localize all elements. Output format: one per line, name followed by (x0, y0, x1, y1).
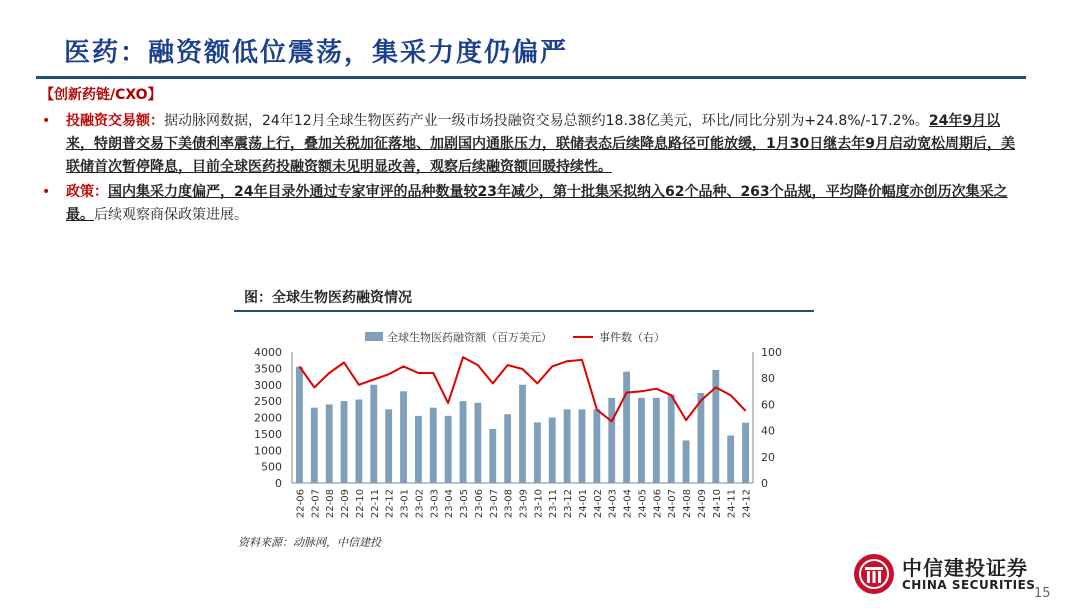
company-logo-icon (852, 552, 896, 596)
bullet-emphasis-text: 国内集采力度偏严，24年目录外通过专家审评的品种数量较23年减少，第十批集采拟纳入62个品种、263个品规，平均降价幅度亦创历次集采之最。 (66, 184, 1008, 223)
x-tick-label: 22-07 (310, 489, 322, 519)
x-tick-label: 24-12 (741, 489, 753, 519)
bar (727, 436, 734, 483)
x-tick-label: 24-06 (652, 489, 664, 519)
x-tick-label: 23-12 (563, 489, 575, 519)
bar (534, 422, 541, 483)
bar (683, 440, 690, 483)
y-right-tick-label: 0 (761, 477, 768, 490)
bar (460, 401, 467, 483)
y-left-tick-label: 4000 (254, 346, 282, 359)
bar (623, 372, 630, 483)
y-left-tick-label: 1500 (254, 427, 282, 441)
x-tick-label: 22-11 (369, 489, 381, 519)
bar (341, 401, 348, 483)
x-tick-label: 23-01 (399, 489, 411, 519)
bar (311, 408, 318, 483)
brand-name-en: CHINA SECURITIES (902, 578, 1036, 592)
y-right-tick-label: 100 (761, 346, 782, 359)
y-right-tick-label: 20 (761, 450, 775, 464)
x-tick-label: 23-09 (518, 489, 530, 519)
chart-legend (365, 330, 665, 344)
x-tick-label: 24-02 (592, 489, 604, 519)
legend-bar-label: 全球生物医药融资额（百万美元） (387, 331, 552, 344)
bar (400, 391, 407, 483)
x-tick-label: 24-11 (726, 489, 738, 519)
x-tick-label: 22-08 (325, 489, 337, 519)
bar (415, 416, 422, 483)
y-right-tick-label: 40 (761, 424, 775, 438)
bar (355, 399, 362, 483)
figure-divider (234, 310, 814, 312)
bar (564, 409, 571, 483)
y-left-tick-label: 2500 (254, 395, 282, 409)
legend-bar-swatch (365, 332, 383, 341)
x-tick-label: 24-03 (607, 489, 619, 519)
bar (698, 393, 705, 483)
bar (296, 367, 303, 483)
bar (474, 403, 481, 483)
figure-title: 图：全球生物医药融资情况 (244, 290, 412, 306)
bar (668, 395, 675, 483)
bullet-policy (40, 181, 1025, 227)
bar (742, 423, 749, 483)
bar (593, 409, 600, 483)
bar (385, 409, 392, 483)
y-right-tick-label: 80 (761, 372, 775, 386)
y-left-tick-label: 1000 (254, 444, 282, 458)
bullet-financing (40, 110, 1025, 179)
x-tick-label: 23-07 (488, 489, 500, 519)
x-tick-label: 22-12 (384, 489, 396, 519)
brand-name-cn: 中信建投证券 (902, 556, 1028, 580)
bar (370, 385, 377, 483)
bar (445, 416, 452, 483)
x-tick-label: 24-09 (696, 489, 708, 519)
y-left-tick-label: 500 (261, 460, 282, 474)
bullet-list (40, 110, 1025, 229)
x-tick-label: 24-07 (667, 489, 679, 519)
x-tick-label: 24-08 (682, 489, 694, 519)
plot-area (254, 346, 782, 518)
bullet-label: 政策： (66, 184, 108, 200)
bar (326, 404, 333, 483)
title-divider (36, 76, 1026, 79)
x-tick-label: 23-04 (444, 489, 456, 519)
x-tick-label: 23-06 (473, 489, 485, 519)
section-tag: 【创新药链/CXO】 (40, 87, 162, 103)
x-tick-label: 23-05 (459, 489, 471, 519)
x-tick-label: 23-11 (548, 489, 560, 519)
bullet-emphasis-text: 24年9月以来，特朗普交易下美债利率震荡上行，叠加关税加征落地、加剧国内通胀压力，联储表态后续降息路径可能放缓，1月30日继去年9月启动宽松周期后，美联储首次暂停降息，目前全球医药投融资额未见明显改善，观察后续融资额回暖持续性。 (66, 113, 1015, 175)
bullet-text: 据动脉网数据，24年12月全球生物医药产业一级市场投融资交易总额约18.38亿美元，环比/同比分别为+24.8%/-17.2%。 (164, 113, 929, 129)
financing-chart (240, 322, 800, 532)
y-right-tick-label: 60 (761, 398, 775, 412)
y-left-tick-label: 2000 (254, 411, 282, 425)
x-tick-label: 24-05 (637, 489, 649, 519)
x-tick-label: 22-09 (340, 489, 352, 519)
bar (638, 398, 645, 483)
bullet-dot-icon: • (42, 113, 51, 129)
bar (549, 418, 556, 484)
x-tick-label: 22-06 (295, 489, 307, 519)
y-left-tick-label: 3000 (254, 378, 282, 392)
x-tick-label: 23-10 (533, 489, 545, 519)
bar (519, 385, 526, 483)
bar (653, 398, 660, 483)
bar (579, 409, 586, 483)
figure-source: 资料来源：动脉网，中信建投 (238, 536, 381, 549)
bullet-dot-icon: • (42, 184, 51, 200)
bar (430, 408, 437, 483)
x-tick-label: 23-08 (503, 489, 515, 519)
bullet-text: 后续观察商保政策进展。 (94, 207, 248, 223)
bar (504, 414, 511, 483)
page-title: 医药：融资额低位震荡，集采力度仍偏严 (64, 38, 569, 68)
page-number: 15 (1034, 586, 1051, 601)
x-tick-label: 22-10 (354, 489, 366, 519)
legend-line-label: 事件数（右） (599, 331, 665, 344)
x-tick-label: 23-02 (414, 489, 426, 519)
x-tick-label: 23-03 (429, 489, 441, 519)
x-tick-label: 24-01 (577, 489, 589, 519)
bullet-label: 投融资交易额： (66, 113, 164, 129)
bar (489, 429, 496, 483)
x-tick-label: 24-10 (711, 489, 723, 519)
bar (608, 398, 615, 483)
x-tick-label: 24-04 (622, 489, 634, 519)
y-left-tick-label: 3500 (254, 362, 282, 376)
y-left-tick-label: 0 (275, 477, 282, 490)
